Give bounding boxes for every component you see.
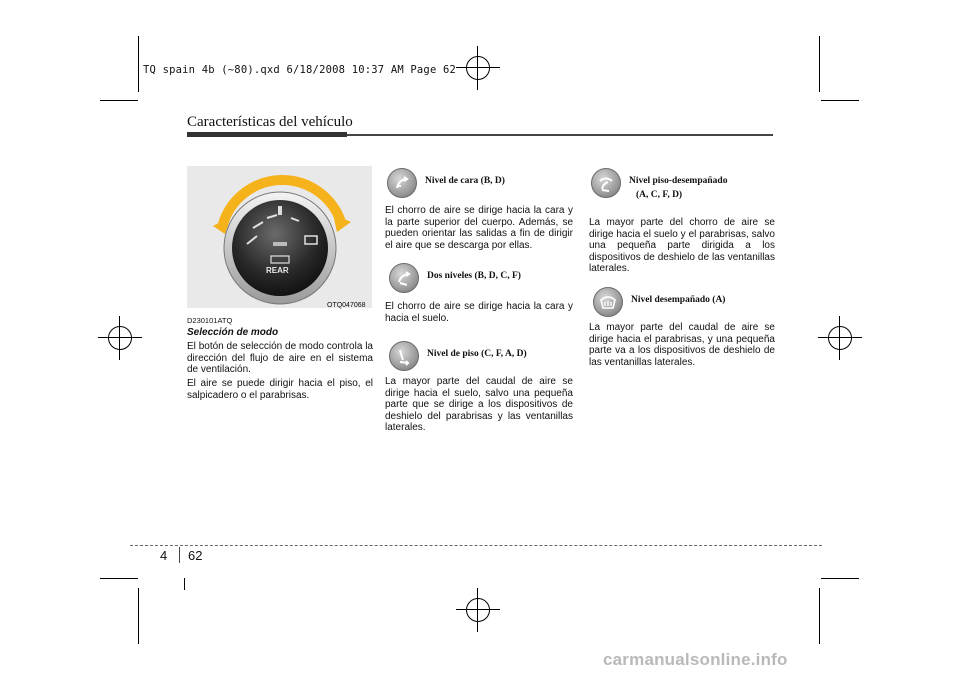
crop-mark (100, 100, 138, 101)
mode-dial-figure (187, 166, 372, 308)
mode-description: La mayor parte del caudal de aire se dirige hacia el parabrisas, y una pequeña parte va a los dispositivos de deshielo de las ventanillas laterales. (589, 322, 775, 368)
mode-description: La mayor parte del chorro de aire se dirige hacia el suelo y el parabrisas, salvo una pequeña parte dirigida a los dispositivos de deshielo de las ventanillas laterales. (589, 217, 775, 275)
crop-mark (184, 578, 185, 590)
page-separator (179, 547, 180, 563)
figure-caption: OTQ047068 (327, 302, 366, 309)
mode-label: Nivel de cara (B, D) (425, 176, 505, 186)
mode-label: Dos niveles (B, D, C, F) (427, 271, 521, 281)
print-job-header: TQ spain 4b (~80).qxd 6/18/2008 10:37 AM Page 62 (143, 64, 457, 76)
crop-mark (821, 578, 859, 579)
rear-defrost-label: REAR (266, 266, 289, 275)
bi-level-vent-icon (389, 263, 419, 293)
section-code: D230101ATQ (187, 316, 233, 325)
registration-mark (456, 46, 500, 90)
registration-mark (98, 316, 142, 360)
mode-dial-illustration (187, 166, 372, 308)
title-bar (187, 132, 347, 137)
subsection-heading: Selección de modo (187, 327, 279, 338)
crop-mark (138, 36, 139, 92)
floor-vent-icon (389, 341, 419, 371)
crop-mark (819, 588, 820, 644)
mode-label: Nivel de piso (C, F, A, D) (427, 349, 527, 359)
page-number: 62 (188, 548, 203, 563)
watermark: carmanualsonline.info (603, 650, 788, 669)
mode-description: El chorro de aire se dirige hacia la cara y hacia el suelo. (385, 301, 573, 324)
footer-rule (130, 545, 822, 546)
defrost-icon (593, 287, 623, 317)
registration-mark (456, 588, 500, 632)
mode-description: El chorro de aire se dirige hacia la cara y la parte superior del cuerpo. Además, se pueden orientar las salidas a fin de dirigir el aire que se descarga por ellas. (385, 205, 573, 251)
section-title: Características del vehículo (187, 114, 353, 130)
crop-mark (821, 100, 859, 101)
mode-label: Nivel piso-desempañado (629, 176, 728, 186)
mode-label-modes: (A, C, F, D) (636, 190, 683, 200)
floor-defrost-icon (591, 168, 621, 198)
intro-paragraph: El botón de selección de modo controla la dirección del flujo de aire en el sistema de ventilación. (187, 341, 373, 376)
crop-mark (819, 36, 820, 92)
face-vent-icon (387, 168, 417, 198)
intro-paragraph: El aire se puede dirigir hacia el piso, el salpicadero o el parabrisas. (187, 378, 373, 401)
registration-mark (818, 316, 862, 360)
mode-description: La mayor parte del caudal de aire se dirige hacia el suelo, salvo una pequeña parte que se dirige a los dispositivos de deshielo del parabrisas y las ventanillas laterales. (385, 376, 573, 434)
mode-label: Nivel desempañado (A) (631, 295, 726, 305)
chapter-number: 4 (160, 548, 168, 563)
crop-mark (100, 578, 138, 579)
crop-mark (138, 588, 139, 644)
